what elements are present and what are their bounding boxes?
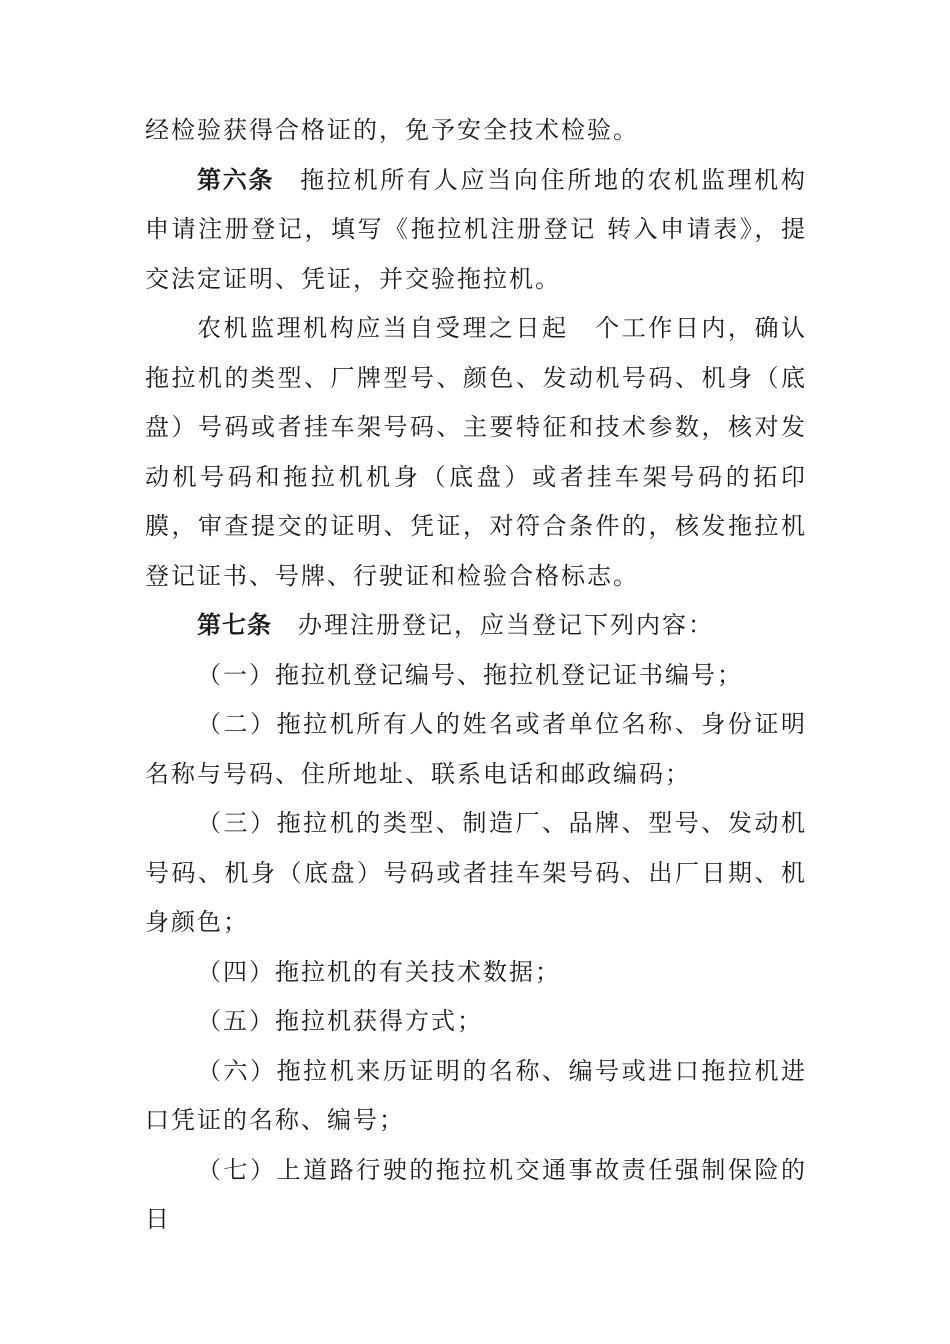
paragraph-continuation	[145, 106, 807, 156]
paragraph-text: （七）上道路行驶的拖拉机交通事故责任强制保险的日	[145, 1155, 807, 1233]
article-six-paragraph	[145, 156, 807, 305]
paragraph-text: 办理注册登记，应当登记下列内容：	[298, 611, 714, 639]
list-item-2	[145, 700, 807, 799]
paragraph-text: 经检验获得合格证的，免予安全技术检验。	[145, 116, 639, 144]
list-item-5	[145, 997, 807, 1047]
list-item-1	[145, 651, 807, 701]
list-item-6	[145, 1047, 807, 1146]
paragraph-text: 农机监理机构应当自受理之日起 个工作日内，确认拖拉机的类型、厂牌型号、颜色、发动机号码、机身（底盘）号码或者挂车架号码、主要特征和技术参数，核对发动机号码和拖拉机机身（底盘）或者挂车架号码的拓印膜，审查提交的证明、凭证，对符合条件的，核发拖拉机登记证书、号牌、行驶证和检验合格标志。	[145, 314, 807, 590]
document-body	[145, 106, 807, 1245]
paragraph-text: （六）拖拉机来历证明的名称、编号或进口拖拉机进口凭证的名称、编号；	[145, 1056, 807, 1134]
list-item-3	[145, 799, 807, 948]
paragraph-text: （四）拖拉机的有关技术数据；	[197, 957, 561, 986]
paragraph-text: （二）拖拉机所有人的姓名或者单位名称、身份证明名称与号码、住所地址、联系电话和邮政编码；	[145, 710, 807, 788]
list-item-7	[145, 1146, 807, 1245]
paragraph-text: （三）拖拉机的类型、制造厂、品牌、型号、发动机号码、机身（底盘）号码或者挂车架号码、出厂日期、机身颜色；	[145, 809, 807, 936]
article-heading: 第六条	[197, 165, 275, 194]
article-seven-paragraph	[145, 601, 807, 651]
paragraph-text: （一）拖拉机登记编号、拖拉机登记证书编号；	[197, 660, 743, 689]
list-item-4	[145, 948, 807, 998]
paragraph	[145, 304, 807, 601]
article-heading: 第七条	[197, 611, 272, 639]
paragraph-text: 拖拉机所有人应当向住所地的农机监理机构申请注册登记，填写《拖拉机注册登记 转入申请表》，提交法定证明、凭证，并交验拖拉机。	[145, 165, 808, 293]
paragraph-text: （五）拖拉机获得方式；	[197, 1007, 483, 1035]
